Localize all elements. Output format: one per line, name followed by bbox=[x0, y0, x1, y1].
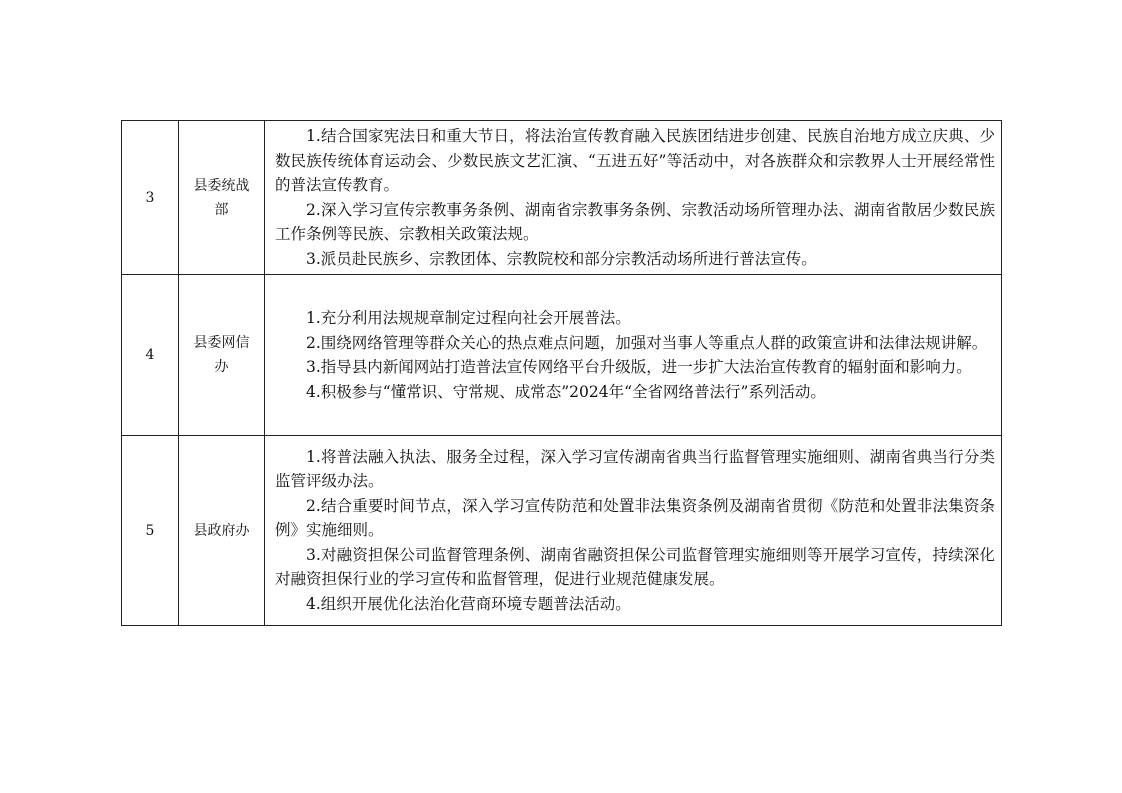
task-item: 1.充分利用法规规章制定过程向社会开展普法。 bbox=[306, 309, 631, 327]
task-item: 3.对融资担保公司监督管理条例、湖南省融资担保公司监督管理实施细则等开展学习宣传，持续深化对融资担保行业的学习宣传和监督管理，促进行业规范健康发展。 bbox=[275, 545, 995, 589]
responsible-unit: 县政府办 bbox=[179, 436, 265, 626]
row-number: 3 bbox=[122, 121, 179, 275]
task-item: 2.深入学习宣传宗教事务条例、湖南省宗教事务条例、宗教活动场所管理办法、湖南省散居少数民族工作条例等民族、宗教相关政策法规。 bbox=[275, 200, 995, 243]
task-item: 4.组织开展优化法治化营商环境专题普法活动。 bbox=[306, 594, 631, 613]
task-list bbox=[265, 275, 1002, 436]
row-number: 4 bbox=[122, 275, 179, 436]
task-item: 3.指导县内新闻网站打造普法宣传网络平台升级版，进一步扩大法治宣传教育的辐射面和影响力。 bbox=[306, 358, 972, 376]
task-item: 3.派员赴民族乡、宗教团体、宗教院校和部分宗教活动场所进行普法宣传。 bbox=[306, 249, 817, 268]
table-row bbox=[122, 436, 1002, 626]
task-list bbox=[265, 436, 1002, 626]
task-item: 1.将普法融入执法、服务全过程，深入学习宣传湖南省典当行监督管理实施细则、湖南省典当行分类监管评级办法。 bbox=[275, 447, 995, 491]
responsibility-table bbox=[121, 120, 1002, 626]
task-item: 2.结合重要时间节点，深入学习宣传防范和处置非法集资条例及湖南省贯彻《防范和处置非法集资条例》实施细则。 bbox=[275, 496, 995, 540]
row-number: 5 bbox=[122, 436, 179, 626]
responsible-unit: 县委网信办 bbox=[179, 275, 265, 436]
task-item: 4.积极参与“懂常识、守常规、成常态”2024年“全省网络普法行”系列活动。 bbox=[306, 382, 826, 401]
task-item: 2.围绕网络管理等群众关心的热点难点问题，加强对当事人等重点人群的政策宣讲和法律法规讲解。 bbox=[306, 333, 988, 352]
table-row bbox=[122, 275, 1002, 436]
task-item: 1.结合国家宪法日和重大节日，将法治宣传教育融入民族团结进步创建、民族自治地方成立庆典、少数民族传统体育运动会、少数民族文艺汇演、“五进五好”等活动中，对各族群众和宗教界人士开展经常性的普法宣传教育。 bbox=[275, 127, 995, 194]
table-row bbox=[122, 121, 1002, 275]
task-list bbox=[265, 121, 1002, 275]
responsible-unit: 县委统战部 bbox=[179, 121, 265, 275]
